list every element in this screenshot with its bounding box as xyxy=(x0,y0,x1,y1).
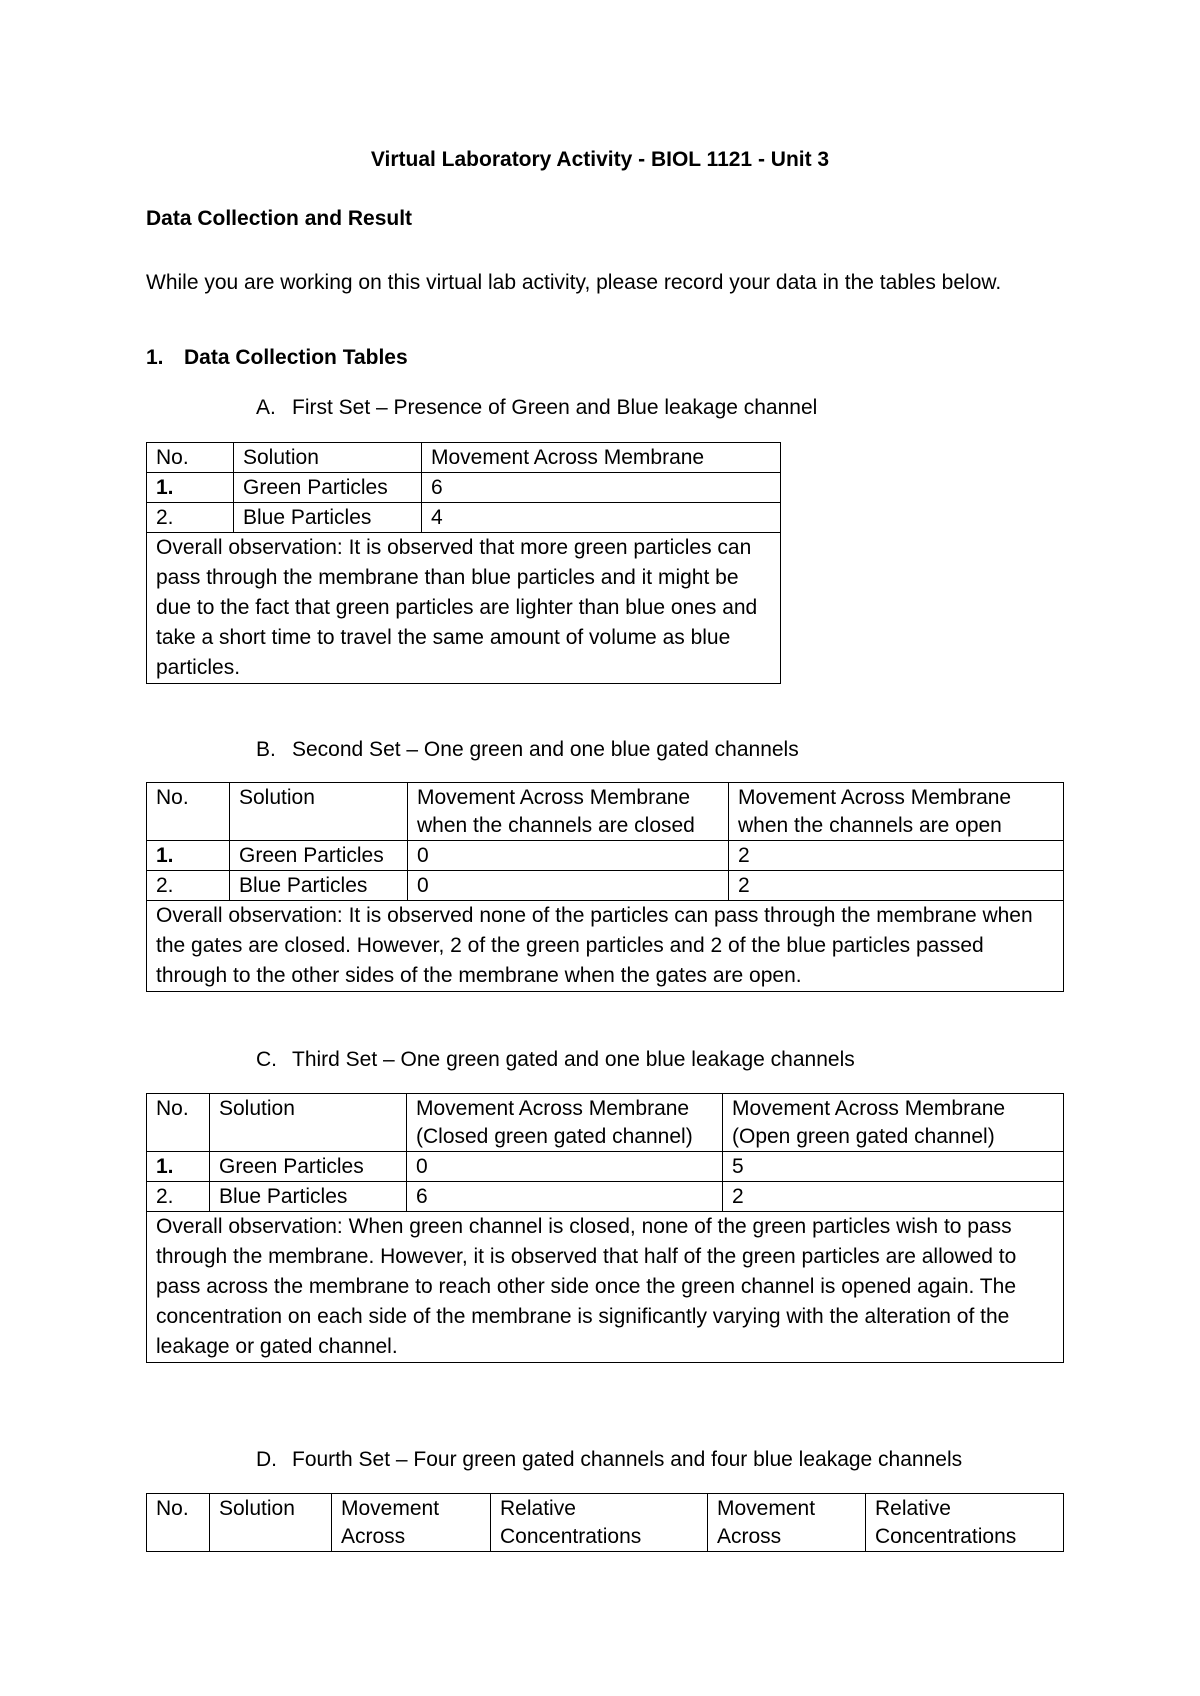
intro-paragraph: While you are working on this virtual lab activity, please record your data in the tables below. xyxy=(146,271,1002,294)
value-cell: 6 xyxy=(407,1182,723,1212)
solution-cell: Blue Particles xyxy=(234,503,422,533)
table-d-title: Fourth Set – Four green gated channels and four blue leakage channels xyxy=(292,1448,963,1471)
table-row xyxy=(147,871,1064,901)
value-cell: 0 xyxy=(407,1152,723,1182)
observation-cell: Overall observation: When green channel is closed, none of the green particles wish to pass through the membrane. However, it is observed that half of the green particles are allowed to pass across the membrane to reach other side once the green channel is opened again. The concentration on each side of the membrane is significantly varying with the alteration of the leakage or gated channel. xyxy=(147,1212,1064,1363)
table-a-title: First Set – Presence of Green and Blue leakage channel xyxy=(292,396,818,419)
table-header-row xyxy=(147,1094,1064,1152)
value-cell: 0 xyxy=(408,871,729,901)
solution-cell: Blue Particles xyxy=(210,1182,407,1212)
header-cell: Movement Across Membrane xyxy=(422,443,781,473)
header-cell: No. xyxy=(147,443,234,473)
observation-cell: Overall observation: It is observed none of the particles can pass through the membrane when the gates are closed. However, 2 of the green particles and 2 of the blue particles passed through to the other sides of the membrane when the gates are open. xyxy=(147,901,1064,992)
table-c-letter: C. xyxy=(256,1048,277,1071)
table-b-title: Second Set – One green and one blue gated channels xyxy=(292,738,799,761)
header-cell: Movement Across Membrane when the channels are closed xyxy=(408,783,729,841)
row-number: 2. xyxy=(147,503,234,533)
header-cell: No. xyxy=(147,1094,210,1152)
table-header-row xyxy=(147,1494,1064,1552)
header-cell: Movement Across Membrane (Closed green gated channel) xyxy=(407,1094,723,1152)
row-number: 1. xyxy=(147,473,234,503)
header-cell: No. xyxy=(147,1494,210,1552)
section-heading: Data Collection and Result xyxy=(146,207,413,230)
solution-cell: Green Particles xyxy=(230,841,408,871)
header-cell: Relative Concentrations xyxy=(866,1494,1064,1552)
observation-row xyxy=(147,901,1064,992)
value-cell: 5 xyxy=(723,1152,1064,1182)
value-cell: 2 xyxy=(729,871,1064,901)
table-row xyxy=(147,1152,1064,1182)
row-number: 2. xyxy=(147,1182,210,1212)
table-header-row xyxy=(147,443,781,473)
table-a xyxy=(146,442,781,684)
table-d xyxy=(146,1493,1064,1552)
value-cell: 2 xyxy=(723,1182,1064,1212)
header-cell: Relative Concentrations xyxy=(491,1494,708,1552)
value-cell: 6 xyxy=(422,473,781,503)
table-b-heading xyxy=(256,738,799,762)
header-cell: Solution xyxy=(234,443,422,473)
header-cell: Solution xyxy=(230,783,408,841)
header-cell: No. xyxy=(147,783,230,841)
header-cell: Movement Across xyxy=(708,1494,866,1552)
solution-cell: Blue Particles xyxy=(230,871,408,901)
document-title: Virtual Laboratory Activity - BIOL 1121 - Unit 3 xyxy=(370,148,830,171)
heading-number: 1. xyxy=(146,346,164,369)
row-number: 1. xyxy=(147,841,230,871)
solution-cell: Green Particles xyxy=(210,1152,407,1182)
value-cell: 0 xyxy=(408,841,729,871)
table-c xyxy=(146,1093,1064,1363)
header-cell: Movement Across Membrane (Open green gated channel) xyxy=(723,1094,1064,1152)
table-c-heading xyxy=(256,1048,855,1072)
row-number: 1. xyxy=(147,1152,210,1182)
table-a-heading xyxy=(256,396,817,420)
table-row xyxy=(147,503,781,533)
table-d-letter: D. xyxy=(256,1448,277,1471)
header-cell: Solution xyxy=(210,1494,332,1552)
table-c-title: Third Set – One green gated and one blue leakage channels xyxy=(292,1048,855,1071)
header-cell: Movement Across xyxy=(332,1494,491,1552)
header-cell: Movement Across Membrane when the channels are open xyxy=(729,783,1064,841)
heading-label: Data Collection Tables xyxy=(184,346,408,369)
table-row xyxy=(147,841,1064,871)
solution-cell: Green Particles xyxy=(234,473,422,503)
table-b xyxy=(146,782,1064,992)
table-header-row xyxy=(147,783,1064,841)
observation-row xyxy=(147,533,781,684)
value-cell: 4 xyxy=(422,503,781,533)
table-b-letter: B. xyxy=(256,738,276,761)
header-cell: Solution xyxy=(210,1094,407,1152)
observation-row xyxy=(147,1212,1064,1363)
table-a-letter: A. xyxy=(256,396,276,419)
value-cell: 2 xyxy=(729,841,1064,871)
table-d-heading xyxy=(256,1448,962,1472)
observation-cell: Overall observation: It is observed that more green particles can pass through the membrane than blue particles and it might be due to the fact that green particles are lighter than blue ones and take a short time to travel the same amount of volume as blue particles. xyxy=(147,533,781,684)
table-row xyxy=(147,473,781,503)
table-row xyxy=(147,1182,1064,1212)
data-tables-heading xyxy=(146,346,408,370)
row-number: 2. xyxy=(147,871,230,901)
